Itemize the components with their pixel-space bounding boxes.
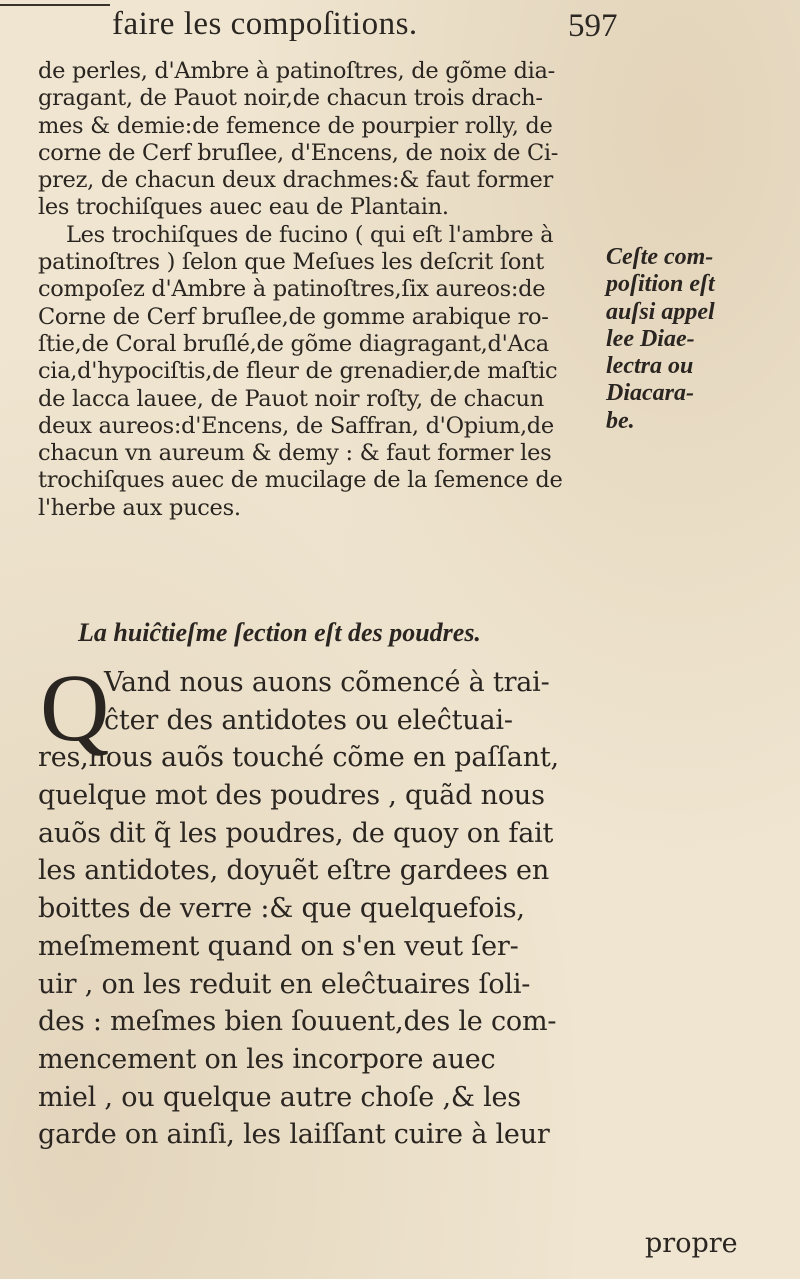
margin-note-line: lectra ou bbox=[606, 353, 694, 380]
text-line: Les trochiſques de fucino ( qui eſt l'ambre à bbox=[66, 221, 554, 248]
text-line: ĉter des antidotes ou eleĉtuai- bbox=[104, 704, 513, 736]
catchword: propre bbox=[645, 1228, 738, 1259]
text-line: Corne de Cerf bruſlee,de gomme arabique ro- bbox=[38, 303, 549, 330]
text-line: corne de Cerf bruſlee, d'Encens, de noix de Ci- bbox=[38, 139, 559, 166]
text-line: miel , ou quelque autre choſe ,& les bbox=[38, 1081, 521, 1113]
section-heading: La huiĉtieſme ſection eſt des poudres. bbox=[78, 618, 481, 647]
text-line: mencement on les incorpore auec bbox=[38, 1043, 496, 1075]
header-rule bbox=[0, 4, 110, 6]
text-line: prez, de chacun deux drachmes:& faut former bbox=[38, 167, 553, 194]
text-line: de perles, d'Ambre à patinoſtres, de gõme dia- bbox=[38, 58, 555, 84]
text-line: garde on ainſi, les laiſſant cuire à leur bbox=[38, 1119, 550, 1151]
running-title: faire les compoſitions. bbox=[112, 6, 418, 42]
margin-note-line: auſsi appel bbox=[606, 298, 715, 325]
page-number: 597 bbox=[568, 8, 618, 44]
text-line: cia,d'hypociſtis,de fleur de grenadier,de maſtic bbox=[38, 358, 558, 385]
text-line: deux aureos:d'Encens, de Saffran, d'Opium,de bbox=[38, 412, 554, 439]
text-line: patinoſtres ) ſelon que Meſues les deſcrit ſont bbox=[38, 249, 545, 276]
text-line: des : meſmes bien ſouuent,des le com- bbox=[38, 1006, 557, 1038]
text-line: meſmement quand on s'en veut ſer- bbox=[38, 930, 519, 962]
margin-note bbox=[606, 244, 796, 435]
text-line: uir , on les reduit en eleĉtuaires ſoli- bbox=[38, 968, 531, 1000]
text-line: mes & demie:de femence de pourpier rolly, de bbox=[38, 112, 553, 139]
drop-cap: Q bbox=[40, 654, 110, 761]
text-line: compoſez d'Ambre à patinoſtres,ſix aureos:de bbox=[38, 276, 546, 303]
margin-note-line: be. bbox=[606, 407, 635, 434]
text-line: ſtie,de Coral bruſlé,de gõme diagragant,d'Aca bbox=[38, 330, 549, 357]
text-line: l'herbe aux puces. bbox=[38, 494, 241, 521]
text-line: Vand nous auons cõmencé à trai- bbox=[104, 667, 550, 698]
text-line: quelque mot des poudres , quãd nous bbox=[38, 780, 545, 812]
margin-note-line: poſition eſt bbox=[606, 271, 715, 298]
text-line: les antidotes, doyuẽt eſtre gardees en bbox=[38, 855, 550, 887]
text-line: chacun vn aureum & demy : & faut former les bbox=[38, 440, 552, 467]
page-header bbox=[0, 4, 800, 60]
text-line: gragant, de Pauot noir,de chacun trois drach- bbox=[38, 85, 543, 112]
text-line: auõs dit q̃ les poudres, de quoy on fait bbox=[38, 817, 554, 849]
lower-paragraph bbox=[38, 654, 758, 1154]
text-line: les trochiſques auec eau de Plantain. bbox=[38, 194, 449, 221]
text-line: de lacca lauee, de Pauot noir roſty, de chacun bbox=[38, 385, 544, 412]
margin-note-line: Diacara- bbox=[606, 380, 694, 407]
margin-note-line: lee Diae- bbox=[606, 325, 695, 352]
margin-note-line: Ceſte com- bbox=[606, 244, 714, 270]
text-line: boittes de verre :& que quelquefois, bbox=[38, 893, 525, 925]
text-line: trochiſques auec de mucilage de la ſemence de bbox=[38, 467, 563, 494]
text-line: res,nous auõs touché cõme en paſſant, bbox=[38, 742, 559, 774]
